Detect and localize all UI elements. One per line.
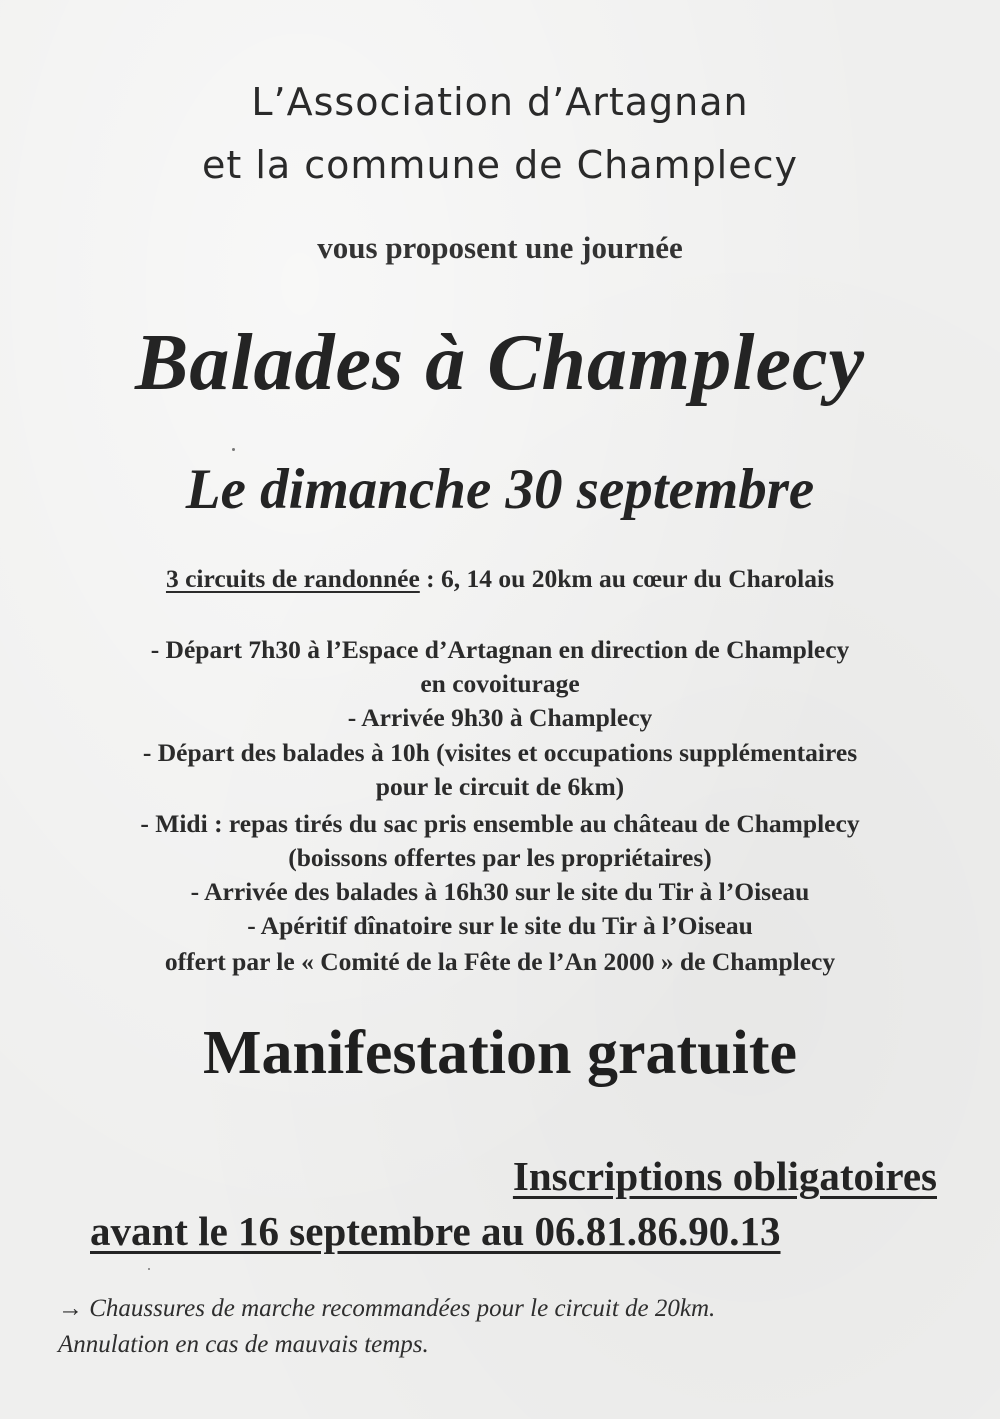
schedule-line: pour le circuit de 6km) (375, 772, 625, 801)
note-line-2: Annulation en cas de mauvais temps. (58, 1331, 429, 1358)
paper-speck (148, 1268, 150, 1270)
header-line-1: L’Association d’Artagnan (251, 80, 749, 124)
header-line-2: et la commune de Champlecy (201, 143, 799, 187)
note-text-1: Chaussures de marche recommandées pour le circuit de 20km. (83, 1295, 716, 1322)
circuits-line (0, 562, 1000, 596)
event-title: Balades à Champlecy (134, 319, 866, 407)
paper-speck (232, 448, 235, 451)
registration-line-1: Inscriptions obligatoires (512, 1153, 937, 1199)
schedule-line: - Départ 7h30 à l’Espace d’Artagnan en direction de Champlecy (150, 635, 850, 664)
circuits-details: : 6, 14 ou 20km au cœur du Charolais (419, 564, 835, 593)
event-date: Le dimanche 30 septembre (185, 458, 815, 521)
circuits-label: 3 circuits de randonnée (165, 564, 420, 593)
schedule-line: (boissons offertes par les propriétaires) (288, 843, 712, 872)
intro-text: vous proposent une journée (317, 230, 683, 265)
schedule-line: - Départ des balades à 10h (visites et occupations supplémentaires (142, 738, 858, 767)
schedule-line: en covoiturage (420, 669, 580, 698)
registration-line-2: avant le 16 septembre au 06.81.86.90.13 (90, 1208, 781, 1254)
schedule-line: - Midi : repas tirés du sac pris ensemble au château de Champlecy (140, 809, 860, 838)
note-line-1 (58, 1295, 715, 1323)
schedule-line: - Arrivée des balades à 16h30 sur le site du Tir à l’Oiseau (190, 877, 810, 906)
schedule-line: offert par le « Comité de la Fête de l’An 2000 » de Champlecy (164, 947, 836, 976)
free-event-heading: Manifestation gratuite (202, 1019, 798, 1087)
schedule-line: - Arrivée 9h30 à Champlecy (347, 703, 653, 732)
arrow-right-icon: → (58, 1295, 83, 1322)
schedule-line: - Apéritif dînatoire sur le site du Tir à l’Oiseau (247, 911, 753, 940)
